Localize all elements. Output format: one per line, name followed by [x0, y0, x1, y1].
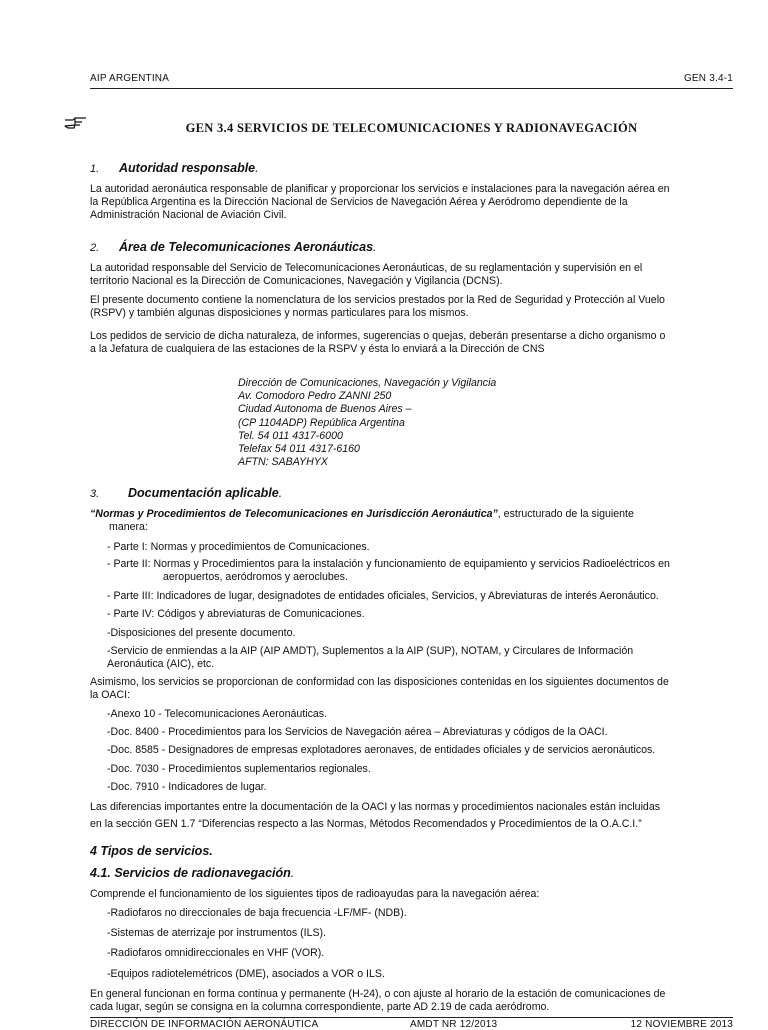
list-item: -Disposiciones del presente documento. — [107, 627, 296, 639]
list-item: - Parte IV: Códigos y abreviaturas de Comunicaciones. — [107, 608, 365, 620]
address-line: Av. Comodoro Pedro ZANNI 250 — [238, 390, 392, 403]
section-4-closing — [90, 988, 733, 1014]
list-item: -Radiofaros omnidireccionales en VHF (VOR). — [107, 947, 325, 959]
section-2-paragraph-2 — [90, 294, 733, 320]
section-4-1-heading: 4.1. Servicios de radionavegación. — [90, 866, 295, 880]
text-line: a la Jefatura de cualquiera de las estaciones de la RSPV y ésta lo enviará a la Dirección de CNS — [90, 343, 545, 356]
pointing-hand-icon — [64, 116, 88, 135]
text-line: (RSPV) y también algunas disposiciones y normas particulares para los mismos. — [90, 307, 469, 320]
oaci-intro — [90, 676, 733, 702]
text-line: El presente documento contiene la nomenclatura de los servicios prestados por la Red de Seguridad y Protección al Vuelo — [90, 294, 665, 306]
section-2-paragraph-3 — [90, 330, 733, 356]
running-header-right: GEN 3.4-1 — [683, 73, 733, 84]
list-item: -Doc. 7910 - Indicadores de lugar. — [107, 781, 267, 793]
text-line: En general funcionan en forma continua y permanente (H-24), o con ajuste al horario de la estación de comunicaciones de — [90, 988, 666, 1000]
list-item: -Anexo 10 - Telecomunicaciones Aeronáuticas. — [107, 708, 328, 720]
list-item: -Doc. 7030 - Procedimientos suplementarios regionales. — [107, 763, 371, 775]
footer-right: 12 NOVIEMBRE 2013 — [630, 1019, 733, 1030]
section-2-paragraph-1 — [90, 262, 733, 288]
text-line: aeropuertos, aeródromos y aeroclubes. — [163, 571, 348, 584]
text-line: cada lugar, según se consigna en la columna correspondiente, parte AD 2.19 de cada aeródromo. — [90, 1001, 550, 1014]
text-line: La autoridad responsable del Servicio de Telecomunicaciones Aeronáuticas, de su reglamentación y supervisión en el — [90, 262, 643, 274]
text-line: Las diferencias importantes entre la documentación de la OACI y las normas y procedimientos nacionales están incluidas — [90, 801, 661, 813]
section-title: Documentación aplicable — [128, 486, 279, 500]
text-line: la República Argentina es la Dirección Nacional de Servicios de Navegación Aérea y Aeródromo dependiente de la — [90, 196, 628, 209]
header-rule — [90, 88, 733, 89]
section-title: 4.1. Servicios de radionavegación — [90, 866, 291, 880]
document-title: “Normas y Procedimientos de Telecomunicaciones en Jurisdicción Aeronáutica” — [90, 508, 498, 520]
text-line: la OACI: — [90, 689, 131, 702]
section-number: 1. — [90, 163, 100, 175]
running-header-left: AIP ARGENTINA — [90, 73, 170, 84]
section-1-paragraph — [90, 183, 733, 223]
text-line: en la sección GEN 1.7 “Diferencias respecto a las Normas, Métodos Recomendados y Procedimientos de la O.A.C.I.” — [90, 818, 642, 830]
list-item: -Radiofaros no direccionales de baja frecuencia -LF/MF- (NDB). — [107, 907, 407, 919]
text-line: Administración Nacional de Aviación Civil. — [90, 209, 287, 222]
section-title: Autoridad responsable — [119, 161, 256, 175]
list-item: -Sistemas de aterrizaje por instrumentos (ILS). — [107, 927, 327, 939]
footer-center: AMDT NR 12/2013 — [410, 1019, 498, 1030]
list-item: -Doc. 8400 - Procedimientos para los Servicios de Navegación aérea – Abreviaturas y códigos de la OACI. — [107, 726, 608, 738]
section-2-heading: 2. Área de Telecomunicaciones Aeronáuticas. — [90, 240, 377, 254]
text-line: -Servicio de enmiendas a la AIP (AIP AMDT), Suplementos a la AIP (SUP), NOTAM, y Circulares de Información — [107, 645, 634, 657]
list-item: -Doc. 8585 - Designadores de empresas explotadores aeronaves, de entidades oficiales y de servicios aeronáuticos. — [107, 744, 656, 756]
address-block — [238, 377, 496, 469]
list-item — [107, 645, 733, 671]
address-line: AFTN: SABAYHYX — [238, 456, 328, 469]
address-line: Tel. 54 011 4317-6000 — [238, 429, 343, 442]
address-line: Ciudad Autonoma de Buenos Aires – — [238, 403, 412, 416]
list-item: - Parte I: Normas y procedimientos de Comunicaciones. — [107, 541, 370, 553]
address-line: Dirección de Comunicaciones, Navegación y Vigilancia — [238, 377, 497, 389]
text-line: Asimismo, los servicios se proporcionan de conformidad con las disposiciones contenidas en los siguientes documentos de — [90, 676, 669, 688]
text-line: Los pedidos de servicio de dicha naturaleza, de informes, sugerencias o quejas, deberán presentarse a dicho organismo o — [90, 330, 666, 342]
text-line: Aeronáutica (AIC), etc. — [107, 658, 215, 671]
section-number: 2. — [90, 242, 100, 254]
text-line: - Parte II: Normas y Procedimientos para la instalación y funcionamiento de equipamiento y servicios Radioeléctricos en — [107, 558, 670, 570]
list-item: -Equipos radiotelemétricos (DME), asociados a VOR o ILS. — [107, 968, 385, 980]
page-title: GEN 3.4 SERVICIOS DE TELECOMUNICACIONES Y RADIONAVEGACIÓN — [185, 121, 638, 135]
differences-paragraph — [90, 799, 733, 833]
text-line: , estructurado de la siguiente — [497, 508, 634, 520]
text-line: La autoridad aeronáutica responsable de planificar y proporcionar los servicios e instalaciones para la navegación aérea en — [90, 183, 670, 195]
section-title: Área de Telecomunicaciones Aeronáuticas — [119, 240, 374, 254]
text-line: territorio Nacional es la Dirección de Comunicaciones, Navegación y Vigilancia (DCNS). — [90, 275, 503, 288]
footer-left: DIRECCIÓN DE INFORMACIÓN AERONÁUTICA — [90, 1019, 319, 1030]
section-3-intro — [90, 508, 733, 534]
section-1-heading: 1. Autoridad responsable. — [90, 161, 259, 175]
section-number: 3. — [90, 488, 100, 500]
text-line: manera: — [109, 521, 148, 534]
section-4-heading: 4 Tipos de servicios. — [90, 844, 213, 858]
footer-rule — [90, 1017, 733, 1018]
section-4-intro: Comprende el funcionamiento de los siguientes tipos de radioayudas para la navegación aérea: — [90, 888, 540, 900]
list-item: - Parte III: Indicadores de lugar, designadotes de entidades oficiales, Servicios, y Abreviaturas de interés Aeronáutico. — [107, 590, 659, 602]
address-line: (CP 1104ADP) República Argentina — [238, 416, 405, 429]
list-item — [107, 558, 733, 584]
address-line: Telefax 54 011 4317-6160 — [238, 443, 360, 456]
section-3-heading: 3. Documentación aplicable. — [90, 486, 283, 500]
